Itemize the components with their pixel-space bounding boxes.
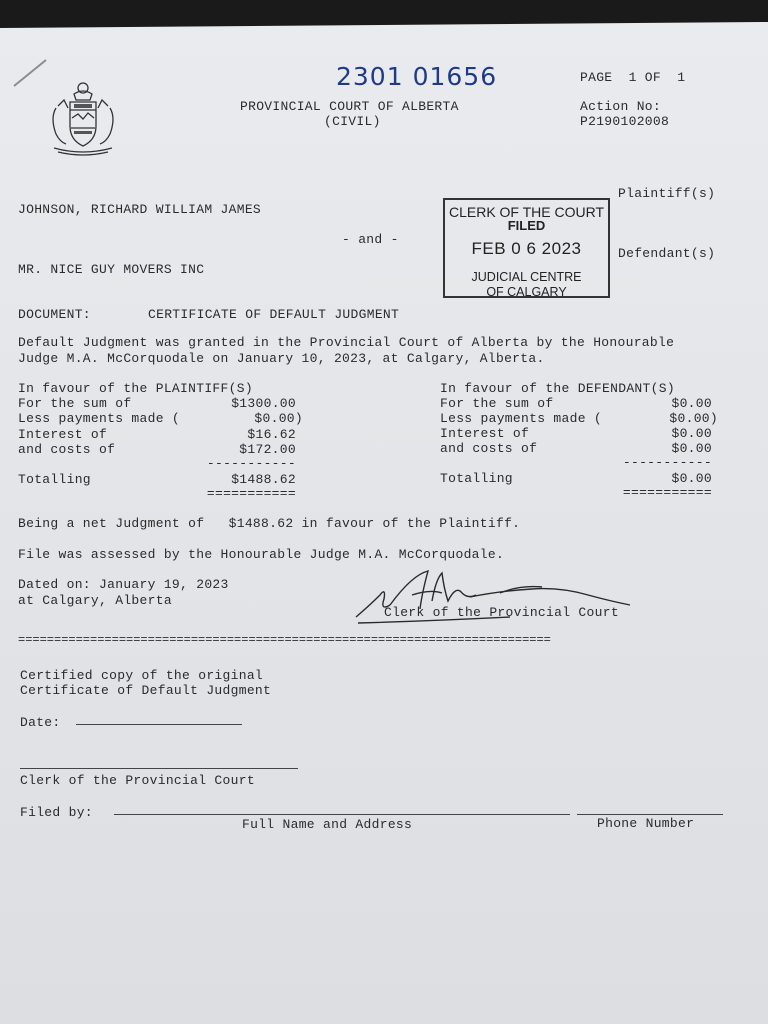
page-indicator: PAGE 1 OF 1 [580,70,686,85]
defendant-total-label: Totalling [440,471,513,486]
document-type: CERTIFICATE OF DEFAULT JUDGMENT [148,307,400,322]
court-subtitle: (CIVIL) [324,114,381,129]
phone-field-line [577,814,723,815]
defendant-row-label: Interest of [440,426,530,441]
court-title: PROVINCIAL COURT OF ALBERTA [240,99,459,114]
dated-on: Dated on: January 19, 2023 [18,577,229,592]
and-separator: - and - [342,232,399,247]
phone-caption: Phone Number [597,816,695,831]
signature-caption: Clerk of the Provincial Court [384,605,619,620]
action-number: P2190102008 [580,114,670,129]
defendant-row-value: $0.00) [669,411,718,426]
plaintiff-total-rule: =========== [206,486,296,501]
defendant-total-rule: =========== [622,485,712,500]
plaintiff-total-label: Totalling [18,472,91,487]
defendant-row-value: $0.00 [671,426,712,441]
plaintiff-row-value: $1300.00 [231,396,296,411]
clerk-caption: Clerk of the Provincial Court [20,773,255,788]
certified-line-1: Certified copy of the original [20,668,264,683]
defendant-table-header: In favour of the DEFENDANT(S) [440,381,675,396]
certified-line-2: Certificate of Default Judgment [20,683,272,698]
intro-line-2: Judge M.A. McCorquodale on January 10, 2023, at Calgary, Alberta. [18,351,545,366]
defendant-row-label: Less payments made ( [440,411,603,426]
filed-by-label: Filed by: [20,805,93,820]
plaintiff-table-header: In favour of the PLAINTIFF(S) [18,381,253,396]
defendant-label: Defendant(s) [618,246,716,261]
plaintiff-row-value: $16.62 [247,427,296,442]
defendant-row-value: $0.00 [671,441,712,456]
defendant-row-value: $0.00 [671,396,712,411]
plaintiff-row-label: and costs of [18,442,116,457]
defendant-name: MR. NICE GUY MOVERS INC [18,262,205,277]
filed-stamp [443,198,610,298]
intro-line-1: Default Judgment was granted in the Provincial Court of Alberta by the Honourable [18,335,675,350]
defendant-subtotal-rule: ----------- [622,455,712,470]
stamp-clerk-line: CLERK OF THE COURT [448,204,605,220]
full-name-field-line [114,814,570,815]
assessed-statement: File was assessed by the Honourable Judge M.A. McCorquodale. [18,547,505,562]
stamp-location: OF CALGARY [486,285,567,299]
net-judgment-statement: Being a net Judgment of $1488.62 in favour of the Plaintiff. [18,516,521,531]
plaintiff-row-label: Interest of [18,427,108,442]
plaintiff-subtotal-rule: ----------- [206,456,296,471]
clerk-signature-line [20,768,298,769]
defendant-total-value: $0.00 [671,471,712,486]
date-field-line [76,724,242,725]
stamp-judicial-centre: JUDICIAL CENTRE [471,270,582,284]
plaintiff-row-label: For the sum of [18,396,132,411]
plaintiff-name: JOHNSON, RICHARD WILLIAM JAMES [18,202,262,217]
stamp-filed-line: FILED [507,218,546,233]
document-label: DOCUMENT: [18,307,91,322]
plaintiff-row-value: $0.00) [254,411,303,426]
plaintiff-total-value: $1488.62 [231,472,296,487]
handwritten-file-number: 2301 01656 [336,62,498,91]
action-label: Action No: [580,99,662,114]
alberta-coat-of-arms-icon [44,78,122,158]
section-separator: ========================================================================== [18,633,551,647]
dated-location: at Calgary, Alberta [18,593,172,608]
plaintiff-row-value: $172.00 [239,442,296,457]
date-label: Date: [20,715,61,730]
defendant-row-label: and costs of [440,441,538,456]
plaintiff-row-label: Less payments made ( [18,411,181,426]
full-name-caption: Full Name and Address [242,817,413,832]
defendant-row-label: For the sum of [440,396,554,411]
plaintiff-label: Plaintiff(s) [618,186,716,201]
stamp-date: FEB 0 6 2023 [471,239,582,258]
pencil-mark [12,58,48,88]
